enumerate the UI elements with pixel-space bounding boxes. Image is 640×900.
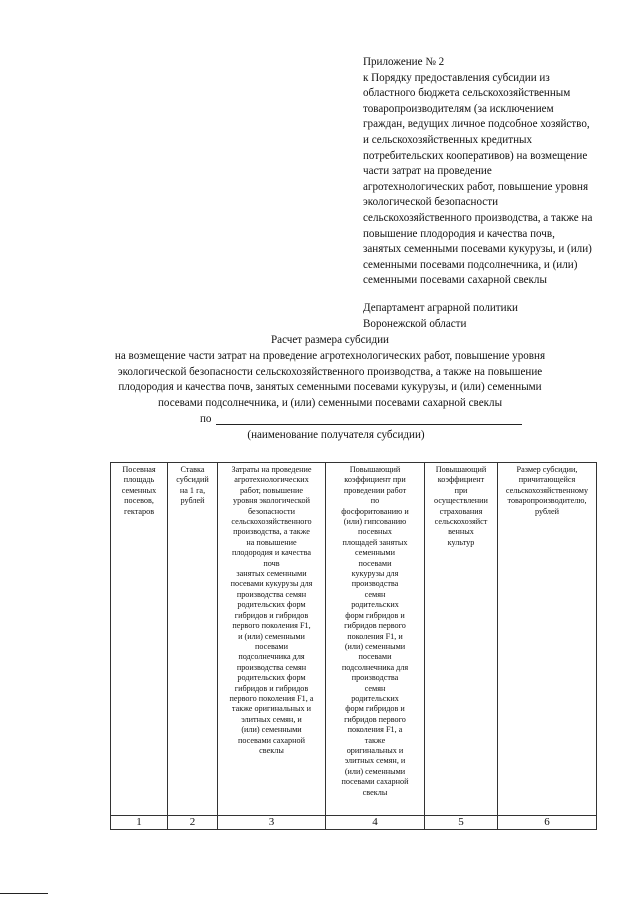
header-text-line: почв bbox=[263, 558, 280, 568]
header-text-line: посевами сахарной bbox=[238, 735, 305, 745]
column-number: 6 bbox=[498, 816, 597, 830]
header-text-line: (или) семенными bbox=[241, 725, 302, 735]
header-text-line: сельскохозяйственного bbox=[231, 517, 312, 527]
header-text-line: родительских bbox=[351, 600, 399, 610]
department-line: Департамент аграрной политики bbox=[363, 301, 518, 314]
header-text-line: сельскохозяйст bbox=[434, 517, 488, 527]
appendix-line: экологической безопасности bbox=[363, 196, 499, 209]
header-text-line: проведении работ bbox=[343, 485, 407, 495]
appendix-title: Приложение № 2 bbox=[363, 56, 445, 68]
column-number: 5 bbox=[425, 816, 498, 830]
column-number: 1 bbox=[111, 816, 168, 830]
column-number: 4 bbox=[326, 816, 425, 830]
header-text-line: подсолнечника для bbox=[341, 662, 409, 672]
column-number: 2 bbox=[168, 816, 218, 830]
header-text-line: гибридов первого bbox=[344, 621, 406, 631]
header-text-line: фосфоритованию и bbox=[341, 506, 409, 516]
header-text-line: посевами bbox=[254, 641, 288, 651]
header-text-line: рублей bbox=[180, 496, 205, 506]
header-text-line: свеклы bbox=[362, 787, 388, 797]
header-text-line: (или) семенными bbox=[344, 641, 406, 651]
header-text-line: поколения F1, и bbox=[347, 631, 403, 641]
header-text-line: по bbox=[370, 496, 380, 506]
header-text-line: Посевная bbox=[122, 465, 156, 474]
header-text-line: (или) семенными bbox=[344, 766, 406, 776]
header-text-line: посевами сахарной bbox=[341, 777, 409, 787]
appendix-line: занятых семенными посевами кукурузы, и (или) bbox=[363, 243, 592, 256]
header-text-line: гибридов и гибридов bbox=[234, 683, 309, 693]
header-text-line: венных bbox=[448, 527, 474, 537]
header-text-line: посевами bbox=[358, 652, 392, 662]
header-text-line: оригинальных и bbox=[346, 745, 404, 755]
header-text-line: производства семян bbox=[236, 589, 307, 599]
header-text-line: гектаров bbox=[123, 506, 155, 516]
header-text-line: гибридов и гибридов bbox=[234, 610, 309, 620]
header-cell-coef-phosphor bbox=[326, 463, 425, 816]
column-number: 3 bbox=[218, 816, 326, 830]
header-text-line: производства, а также bbox=[233, 527, 310, 537]
header-text-line: агротехнологических bbox=[234, 475, 309, 485]
appendix-block bbox=[363, 55, 625, 332]
calculation-line: на возмещение части затрат на проведение агротехнологических работ, повышение уровня bbox=[114, 349, 546, 362]
appendix-line: семенными посевами сахарной свеклы bbox=[363, 274, 547, 287]
calculation-block bbox=[60, 333, 600, 444]
appendix-line: и сельскохозяйственных кредитных bbox=[363, 133, 533, 146]
appendix-line: повышение плодородия и качества почв, bbox=[363, 227, 555, 240]
header-text-line: сельскохозяйственному bbox=[505, 485, 589, 495]
header-cell-area bbox=[111, 463, 168, 816]
recipient-blank bbox=[216, 424, 522, 425]
header-text-line: площадь bbox=[123, 475, 155, 485]
header-text-line: осуществлении bbox=[434, 496, 488, 506]
header-text-line: товаропроизводителю, bbox=[507, 496, 587, 506]
appendix-line: части затрат на проведение bbox=[363, 165, 492, 178]
header-text-line: также bbox=[364, 735, 386, 745]
header-text-line: занятых семенными bbox=[236, 569, 307, 579]
header-text-line: первого поколения F1, а bbox=[229, 693, 314, 703]
header-text-line: родительских форм bbox=[237, 600, 306, 610]
department-line: Воронежской области bbox=[363, 317, 467, 330]
appendix-line: сельскохозяйственного производства, а также на bbox=[363, 211, 593, 224]
header-text-line: кукурузы для bbox=[351, 569, 399, 579]
header-text-line: элитных семян, и bbox=[344, 756, 406, 766]
header-text-line: работ, повышение bbox=[239, 485, 304, 495]
header-text-line: площадей занятых bbox=[342, 537, 408, 547]
header-text-line: форм гибридов и bbox=[345, 704, 405, 714]
header-text-line: культур bbox=[447, 537, 475, 547]
appendix-line: потребительских кооперативов) на возмещение bbox=[363, 149, 588, 162]
header-text-line: родительских форм bbox=[237, 673, 306, 683]
appendix-line: к Порядку предоставления субсидии из bbox=[363, 71, 550, 84]
header-text-line: коэффициент при bbox=[344, 475, 406, 485]
header-text-line: (или) гипсованию bbox=[343, 517, 407, 527]
calculation-line: посевами подсолнечника, и (или) семенными посевами сахарной свеклы bbox=[157, 397, 503, 410]
po-label: по bbox=[200, 412, 212, 425]
calculation-heading: Расчет размера субсидии bbox=[270, 334, 389, 346]
subsidy-table bbox=[110, 462, 597, 830]
appendix-line: агротехнологических работ, повышение уровня bbox=[363, 180, 589, 193]
header-cell-rate bbox=[168, 463, 218, 816]
header-text-line: гибридов первого bbox=[344, 714, 406, 724]
header-text-line: безопасности bbox=[248, 506, 295, 516]
header-text-line: первого поколения F1, bbox=[232, 621, 311, 631]
header-text-line: посевами bbox=[358, 558, 392, 568]
header-text-line: производства bbox=[351, 673, 399, 683]
appendix-line: семенными посевами подсолнечника, и (или) bbox=[363, 258, 578, 271]
header-text-line: производства семян bbox=[236, 662, 307, 672]
header-text-line: посевами кукурузы для bbox=[230, 579, 313, 589]
header-text-line: Ставка bbox=[180, 465, 205, 474]
header-text-line: и (или) семенными bbox=[238, 631, 305, 641]
table-number-row bbox=[111, 816, 597, 830]
header-text-line: семенными bbox=[354, 548, 395, 558]
table-header-row bbox=[111, 463, 597, 816]
header-text-line: родительских bbox=[351, 693, 399, 703]
header-text-line: Затраты на проведение bbox=[231, 465, 312, 474]
header-text-line: производства bbox=[351, 579, 399, 589]
header-text-line: рублей bbox=[534, 506, 560, 516]
header-text-line: причитающейся bbox=[518, 475, 576, 485]
header-text-line: плодородия и качества bbox=[231, 548, 312, 558]
header-text-line: элитных семян, и bbox=[241, 714, 302, 724]
appendix-line: товаропроизводителям (за исключением bbox=[363, 102, 554, 115]
header-text-line: поколения F1, а bbox=[347, 725, 403, 735]
header-text-line: свеклы bbox=[259, 745, 284, 755]
header-text-line: посевных bbox=[358, 527, 392, 537]
header-text-line: при bbox=[454, 485, 468, 495]
appendix-line: областного бюджета сельскохозяйственным bbox=[363, 87, 571, 100]
calculation-line: экологической безопасности сельскохозяйственного производства, а также на повышение bbox=[117, 365, 543, 378]
recipient-line bbox=[60, 412, 600, 428]
header-text-line: семян bbox=[364, 683, 386, 693]
appendix-line: граждан, ведущих личное подсобное хозяйство, bbox=[363, 118, 590, 131]
header-text-line: семенных bbox=[121, 485, 157, 495]
header-text-line: уровня экологической bbox=[233, 496, 310, 506]
header-text-line: подсолнечника для bbox=[238, 652, 305, 662]
header-text-line: страхования bbox=[439, 506, 483, 516]
header-text-line: семян bbox=[364, 589, 386, 599]
header-cell-coef-insurance bbox=[425, 463, 498, 816]
header-text-line: также оригинальных и bbox=[231, 704, 312, 714]
header-cell-subsidy-amount bbox=[498, 463, 597, 816]
calculation-line: плодородия и качества почв, занятых семенными посевами кукурузы, и (или) семенными bbox=[118, 381, 542, 394]
header-text-line: Повышающий bbox=[349, 465, 401, 474]
footnote-rule bbox=[0, 893, 48, 894]
header-text-line: Размер субсидии, bbox=[516, 465, 578, 474]
header-text-line: Повышающий bbox=[435, 465, 487, 474]
header-text-line: субсидий bbox=[176, 475, 209, 485]
header-cell-costs bbox=[218, 463, 326, 816]
header-text-line: коэффициент bbox=[437, 475, 485, 485]
header-text-line: на 1 га, bbox=[179, 485, 206, 495]
header-text-line: на повышение bbox=[246, 537, 297, 547]
header-text-line: форм гибридов и bbox=[345, 610, 405, 620]
header-text-line: посевов, bbox=[124, 496, 154, 506]
recipient-caption: (наименование получателя субсидии) bbox=[247, 428, 425, 441]
